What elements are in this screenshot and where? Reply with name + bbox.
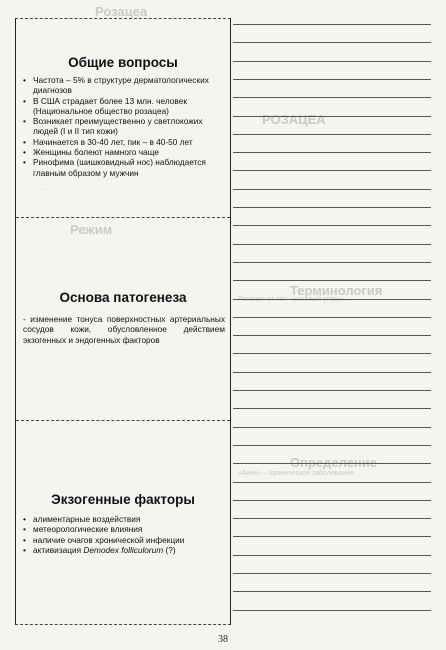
list-item: • Женщины болеют намного чаще (23, 147, 223, 157)
note-rule-line (233, 170, 431, 171)
ghost-text: Розацеа (95, 4, 148, 19)
note-rule-line (233, 573, 431, 574)
list-item (23, 545, 223, 555)
note-rule-line (233, 42, 431, 43)
note-rule-line (233, 555, 431, 556)
left-column (15, 18, 231, 625)
note-rule-line (233, 189, 431, 190)
note-rule-line (233, 134, 431, 135)
note-rule-line (233, 335, 431, 336)
note-rule-line (233, 244, 431, 245)
note-rule-line (233, 61, 431, 62)
note-rule-line (233, 353, 431, 354)
exogenous-list (23, 514, 223, 555)
section-title-exogenous: Экзогенные факторы (51, 492, 195, 507)
notes-column (233, 18, 431, 623)
section-title-general: Общие вопросы (68, 55, 178, 70)
list-item: • алиментарные воздействия (23, 514, 223, 524)
list-item: • Ринофима (шишковидный нос) наблюдается главным образом у мужчин (23, 157, 223, 178)
pathogenesis-text: - изменение тонуса поверхностных артериальных сосудов кожи, обусловленное действием экзогенных и эндогенных факторов (23, 314, 225, 345)
note-rule-line (233, 390, 431, 391)
note-rule-line (233, 79, 431, 80)
cut-line (16, 217, 230, 218)
note-rule-line (233, 463, 431, 464)
ghost-text: Режим (70, 222, 113, 237)
note-rule-line (233, 317, 431, 318)
note-rule-line (233, 408, 431, 409)
page-number: 38 (218, 634, 228, 645)
list-item: • Частота – 5% в структуре дерматологических диагнозов (23, 75, 223, 96)
general-list (23, 75, 223, 178)
note-rule-line (233, 610, 431, 611)
ghost-text: «Акне» – хроническое заболевание ... (238, 470, 362, 477)
note-rule-line (233, 280, 431, 281)
list-item-italic: Demodex folliculorum (83, 544, 164, 555)
list-item: • наличие очагов хронической инфекции (23, 535, 223, 545)
list-item: • В США страдает более 13 млн. человек (Национальное общество розацеа) (23, 96, 223, 117)
list-item-suffix: (?) (163, 544, 176, 555)
list-item: • Начинается в 30-40 лет, пик – в 40-50 лет (23, 137, 223, 147)
note-rule-line (233, 482, 431, 483)
note-rule-line (233, 427, 431, 428)
list-item-prefix: активизация (33, 544, 84, 555)
list-item: • метеорологические влияния (23, 524, 223, 534)
ghost-text: РОЗАЦЕА (262, 112, 326, 127)
note-rule-line (233, 299, 431, 300)
note-rule-line (233, 372, 431, 373)
ghost-text: ... (40, 185, 46, 192)
note-rule-line (233, 24, 431, 25)
ghost-text: Розацея от лат. «розовый угорь» ... (238, 296, 353, 303)
note-rule-line (233, 225, 431, 226)
list-item: • Возникает преимущественно у светлокожих людей (I и II тип кожи) (23, 116, 223, 137)
note-rule-line (233, 116, 431, 117)
note-rule-line (233, 500, 431, 501)
section-title-pathogenesis: Основа патогенеза (59, 290, 187, 305)
note-rule-line (233, 445, 431, 446)
cut-line (16, 420, 230, 421)
note-rule-line (233, 97, 431, 98)
note-rule-line (233, 262, 431, 263)
note-rule-line (233, 591, 431, 592)
note-rule-line (233, 152, 431, 153)
note-rule-line (233, 518, 431, 519)
note-rule-line (233, 536, 431, 537)
ghost-text: Терминология (290, 283, 383, 298)
ghost-text: Определение (290, 455, 378, 470)
note-rule-line (233, 207, 431, 208)
